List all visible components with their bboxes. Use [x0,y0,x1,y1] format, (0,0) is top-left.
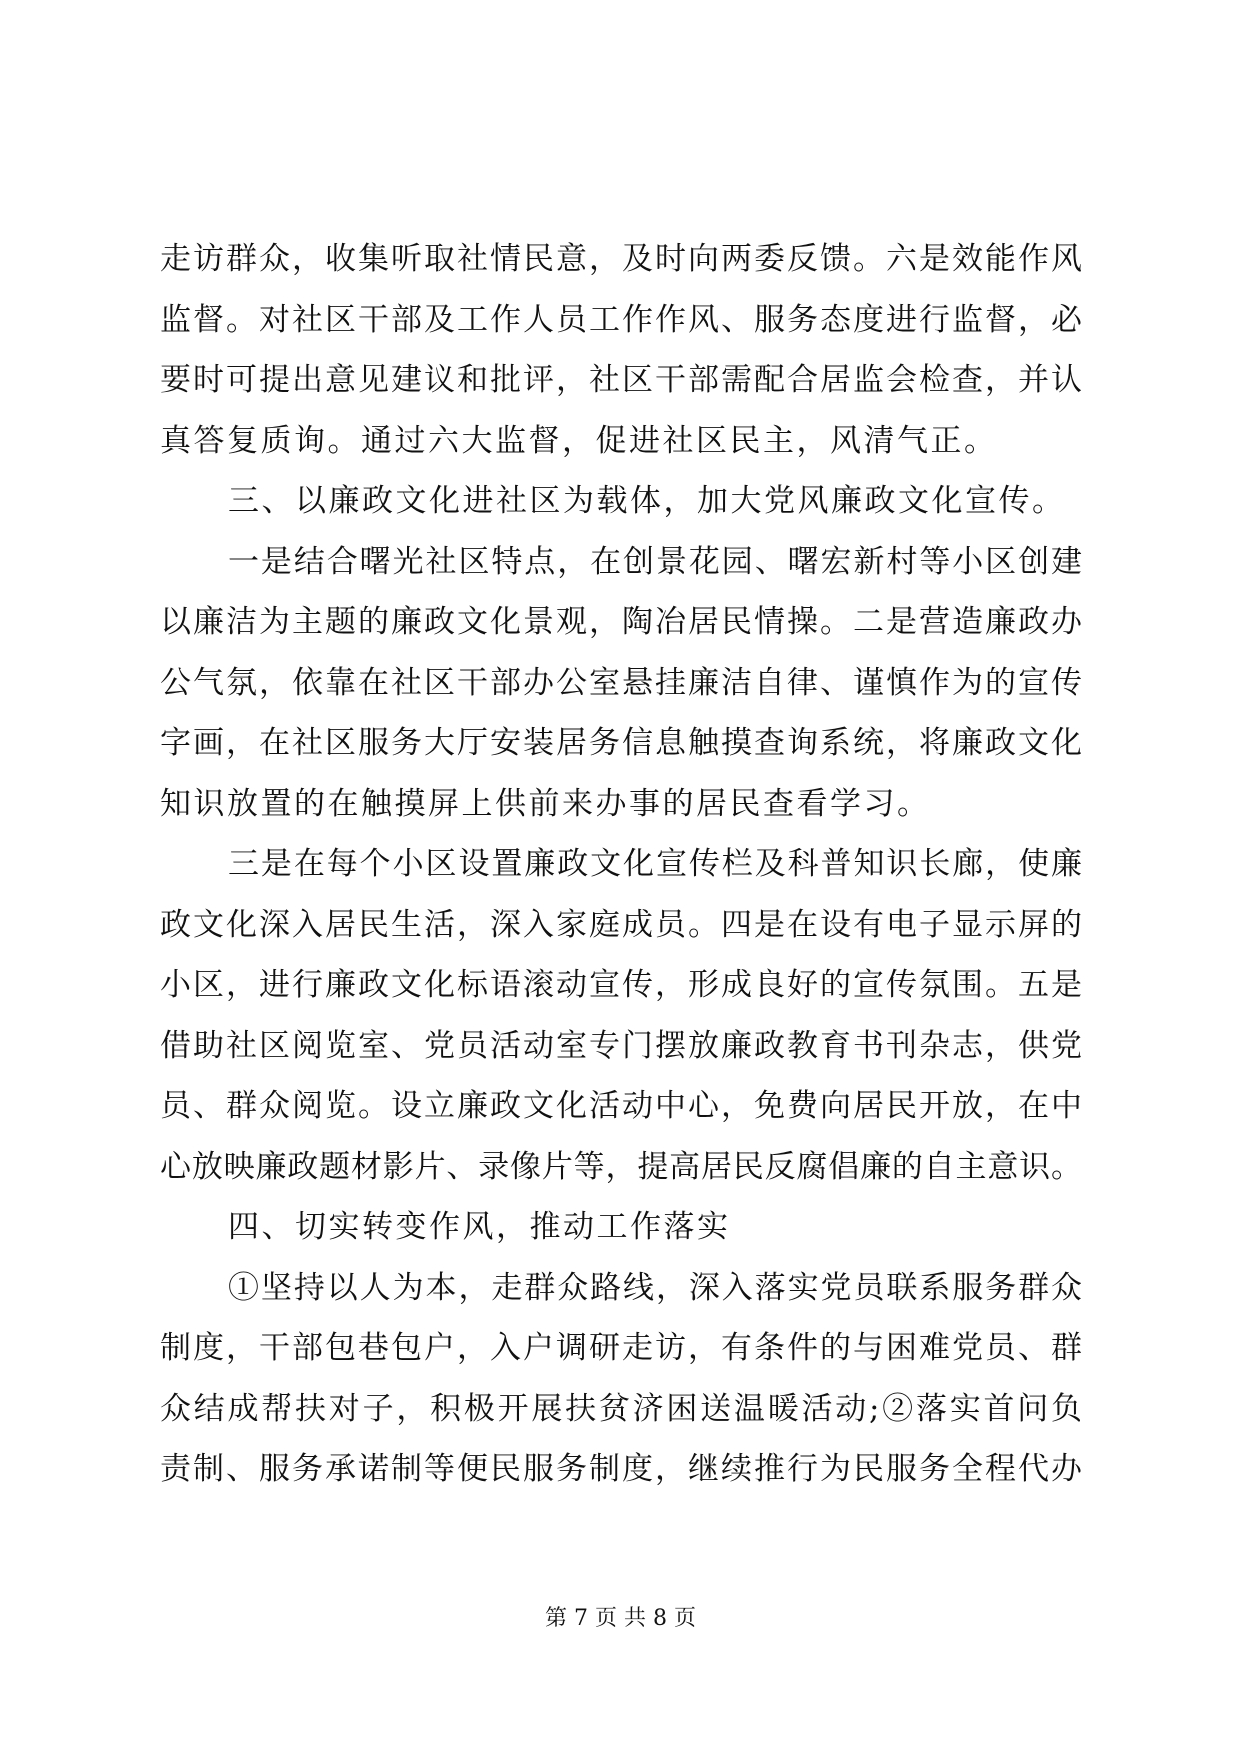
text-line: 政文化深入居民生活，深入家庭成员。四是在设有电子显示屏的 [160,906,1082,943]
text-line: 三是在每个小区设置廉政文化宣传栏及科普知识长廊，使廉 [228,846,1082,882]
text-line: 小区，进行廉政文化标语滚动宣传，形成良好的宣传氛围。五是 [160,967,1082,1003]
text-line: 要时可提出意见建议和批评，社区干部需配合居监会检查，并认 [160,362,1082,398]
text-line: ①坚持以人为本，走群众路线，深入落实党员联系服务群众 [228,1269,1082,1306]
text-line: 走访群众，收集听取社情民意，及时向两委反馈。六是效能作风 [160,241,1082,277]
text-line: 责制、服务承诺制等便民服务制度，继续推行为民服务全程代办 [160,1451,1082,1487]
text-line: 知识放置的在触摸屏上供前来办事的居民查看学习。 [160,785,931,822]
text-line: 公气氛，依靠在社区干部办公室悬挂廉洁自律、谨慎作为的宣传 [160,664,1082,701]
text-line: 一是结合曙光社区特点，在创景花园、曙宏新村等小区创建 [228,543,1082,580]
text-line: 监督。对社区干部及工作人员工作作风、服务态度进行监督，必 [160,301,1082,338]
text-line: 员、群众阅览。设立廉政文化活动中心，免费向居民开放，在中 [160,1088,1082,1124]
text-line: 众结成帮扶对子，积极开展扶贫济困送温暖活动;②落实首问负 [160,1390,1082,1427]
text-line: 四、切实转变作风，推动工作落实 [228,1209,731,1245]
page-footer: 第 7 页 共 8 页 [545,1606,696,1631]
text-line: 三、以廉政文化进社区为载体，加大党风廉政文化宣传。 [228,483,1066,519]
text-line: 真答复质询。通过六大监督，促进社区民主，风清气正。 [160,422,998,459]
text-line: 心放映廉政题材影片、录像片等，提高居民反腐倡廉的自主意识。 [160,1148,1082,1185]
text-line: 以廉洁为主题的廉政文化景观，陶冶居民情操。二是营造廉政办 [160,604,1082,640]
document-body [160,229,1082,1500]
text-line: 制度，干部包巷包户，入户调研走访，有条件的与困难党员、群 [160,1330,1082,1366]
text-line: 借助社区阅览室、党员活动室专门摆放廉政教育书刊杂志，供党 [160,1027,1082,1064]
text-line: 字画，在社区服务大厅安装居务信息触摸查询系统，将廉政文化 [160,725,1082,761]
